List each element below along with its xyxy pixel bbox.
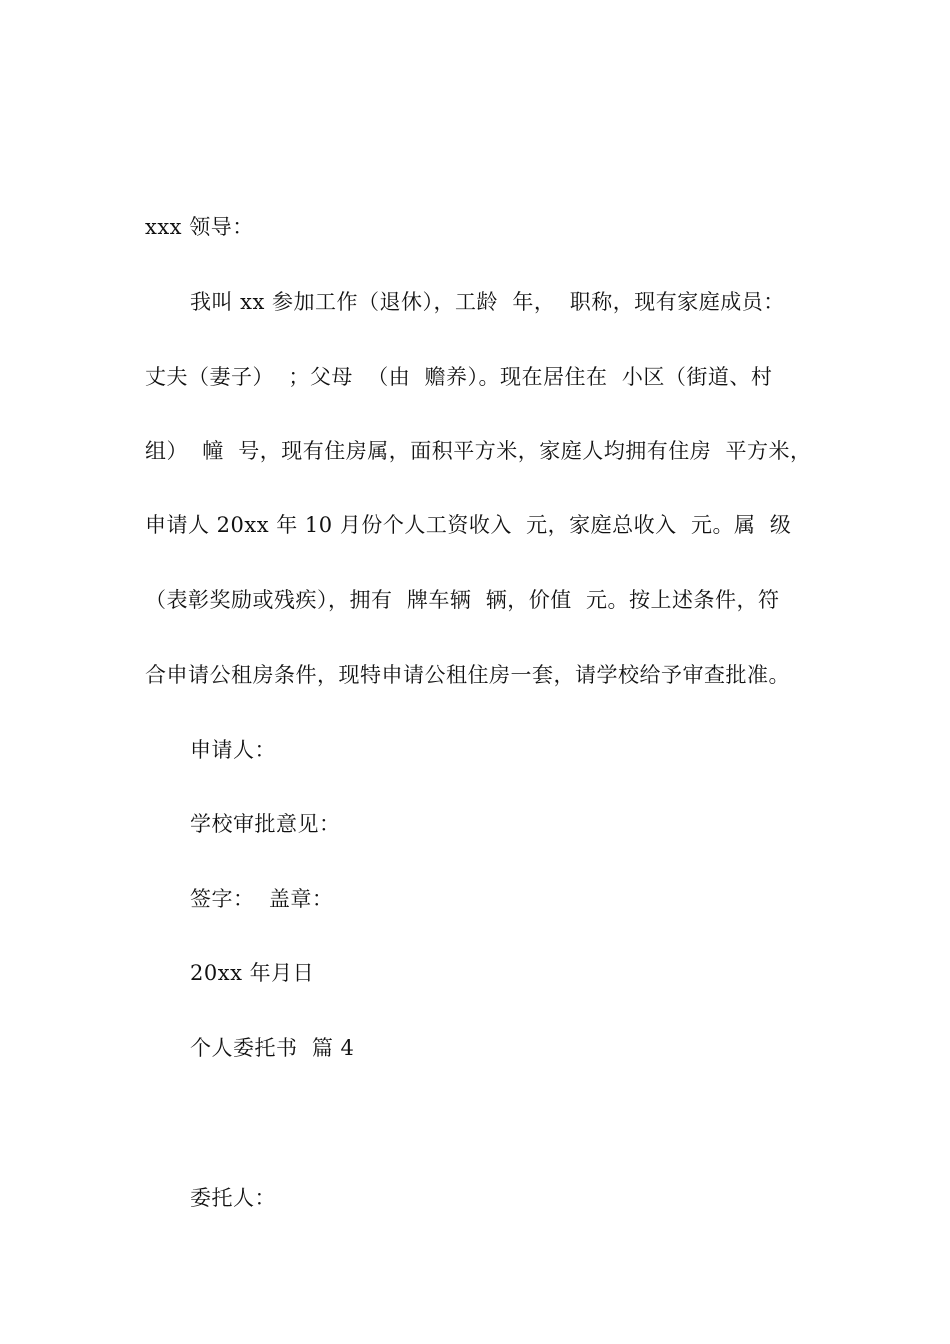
school-opinion-label: 学校审批意见： [190,812,341,836]
section-title: 个人委托书 篇 4 [190,1036,355,1060]
body-line: 我叫 xx 参加工作（退休），工龄 年， 职称，现有家庭成员： [190,290,785,314]
body-line: （表彰奖励或残疾），拥有 牌车辆 辆，价值 元。按上述条件，符 [145,588,780,612]
body-line: 组） 幢 号，现有住房属，面积平方米，家庭人均拥有住房 平方米， [145,439,812,463]
principal-label: 委托人： [190,1186,276,1210]
body-line: 丈夫（妻子） ；父母 （由 赡养）。现在居住在 小区（街道、村 [145,365,773,389]
body-line: 合申请公租房条件，现特申请公租住房一套，请学校给予审查批准。 [145,663,790,687]
salutation: xxx 领导： [145,215,254,239]
applicant-label: 申请人： [190,738,276,762]
body-line: 申请人 20xx 年 10 月份个人工资收入 元，家庭总收入 元。属 级 [145,513,792,537]
date-line: 20xx 年月日 [190,961,315,985]
signature-line: 签字： 盖章： [190,887,334,911]
